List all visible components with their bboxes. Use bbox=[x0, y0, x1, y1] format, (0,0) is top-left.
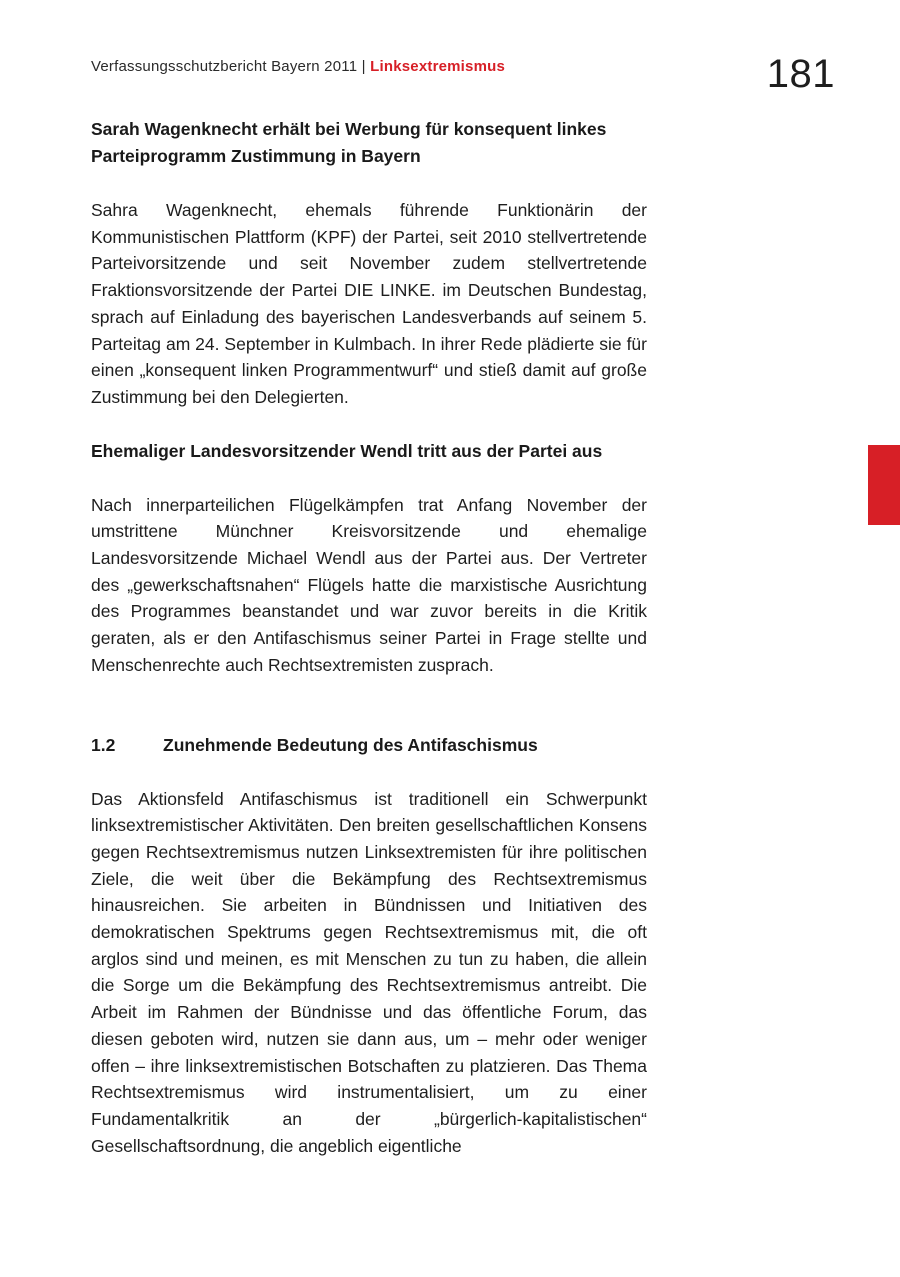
paragraph-antifaschismus: Das Aktionsfeld Antifaschismus ist traditionell ein Schwerpunkt linksextremistischer Aktivitäten. Den breiten gesellschaftlichen Konsens gegen Rechtsextremismus nutzen Linksextremisten für ihre politischen Ziele, die weit über die Bekämpfung des Rechtsextremismus hinausreichen. Sie arbeiten in Bündnissen und Initiativen des demokratischen Spektrums gegen Rechtsextremismus mit, die oft arglos sind und meinen, es mit Menschen zu tun zu haben, die allein die Sorge um die Bekämpfung des Rechtsextremismus antreibt. Die Arbeit im Rahmen der Bündnisse und das öffentliche Forum, das diesen geboten wird, nutzen sie dann aus, um – mehr oder weniger offen – ihre linksextremistischen Botschaften zu platzieren. Das Thema Rechtsextremismus wird instrumentalisiert, um zu einer Fundamentalkritik an der „bürgerlich-kapitalistischen“ Gesellschaftsordnung, die angeblich eigentliche bbox=[91, 788, 647, 1156]
section-number: 1.2 bbox=[91, 734, 116, 755]
subheading-wagenknecht: Sarah Wagenknecht erhält bei Werbung für konsequent linkes Parteiprogramm Zustimmung in Bayern bbox=[91, 119, 607, 166]
header-separator: | bbox=[361, 58, 366, 75]
subheading-wendl: Ehemaliger Landesvorsitzender Wendl tritt aus der Partei aus bbox=[91, 440, 603, 461]
paragraph-wendl: Nach innerparteilichen Flügelkämpfen trat Anfang November der umstrittene Münchner Kreisvorsitzende und ehemalige Landesvorsitzende Michael Wendl aus der Partei aus. Der Vertreter des „gewerkschaftsnahen“ Flügels hatte die marxistische Ausrichtung des Programmes beanstandet und war zuvor bereits in die Kritik geraten, als er den Antifaschismus seiner Partei in Frage stellte und Menschenrechte auch Rechtsextremisten zusprach. bbox=[91, 494, 647, 675]
section-title: Zunehmende Bedeutung des Antifaschismus bbox=[163, 734, 538, 755]
chapter-tab-marker bbox=[868, 445, 900, 525]
main-text-column bbox=[91, 116, 647, 1159]
publication-title: Verfassungsschutzbericht Bayern 2011 bbox=[91, 58, 358, 75]
paragraph-wagenknecht: Sahra Wagenknecht, ehemals führende Funktionärin der Kommunistischen Plattform (KPF) der Partei, seit 2010 stellvertretende Parteivorsitzende und seit November zudem stellvertretende Fraktionsvorsitzende der Partei DIE LINKE. im Deutschen Bundestag, sprach auf Einladung des bayerischen Landesverbands auf seinem 5. Parteitag am 24. September in Kulmbach. In ihrer Rede plädierte sie für einen „konsequent linken Programmentwurf“ und stieß damit auf große Zustimmung bei den Delegierten. bbox=[91, 200, 647, 407]
running-header bbox=[91, 58, 505, 75]
section-label: Linksextremismus bbox=[370, 58, 506, 75]
section-heading bbox=[91, 732, 647, 759]
page-number: 181 bbox=[766, 52, 835, 96]
